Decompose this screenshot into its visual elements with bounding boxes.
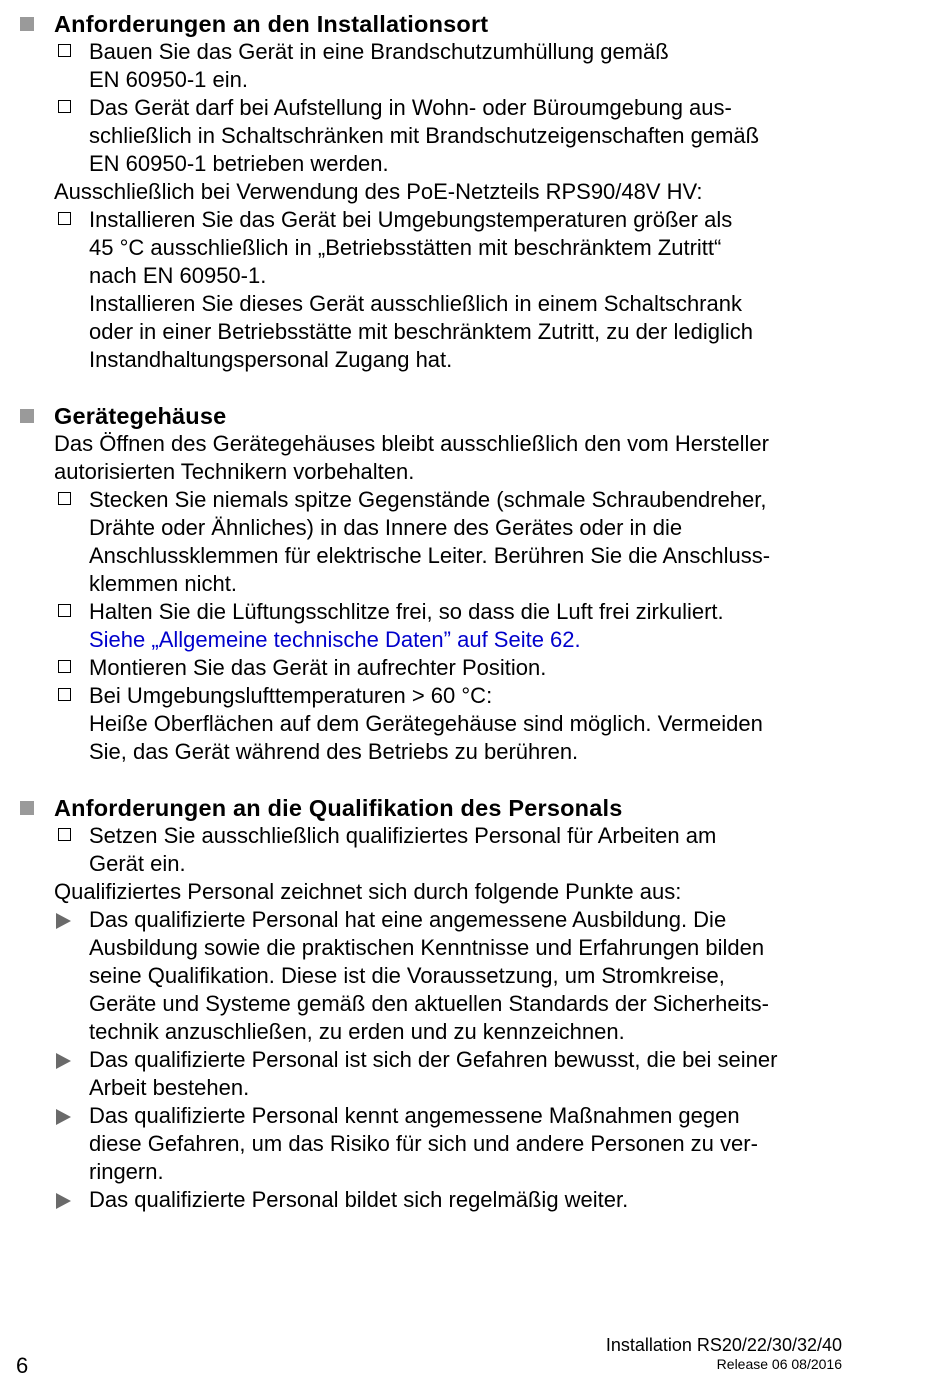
line-text: Siehe „Allgemeine technische Daten” auf Seite 62. bbox=[89, 627, 581, 652]
line-text: ringern. bbox=[89, 1159, 164, 1184]
line-text: klemmen nicht. bbox=[89, 571, 237, 596]
line-text: Installieren Sie das Gerät bei Umgebungstemperaturen größer als bbox=[89, 207, 733, 232]
section bbox=[18, 10, 898, 374]
line-text: Montieren Sie das Gerät in aufrechter Position. bbox=[89, 655, 547, 680]
continuation-line bbox=[18, 346, 898, 374]
continuation-line bbox=[18, 318, 898, 346]
line-text: technik anzuschließen, zu erden und zu kennzeichnen. bbox=[89, 1019, 625, 1044]
paragraph-line bbox=[18, 430, 898, 458]
square-bullet-icon bbox=[20, 409, 34, 423]
page-number: 6 bbox=[16, 1353, 29, 1378]
line-text: Das Öffnen des Gerätegehäuses bleibt ausschließlich den vom Hersteller bbox=[54, 431, 769, 456]
checkbox-icon bbox=[58, 828, 71, 841]
checklist-item bbox=[18, 206, 898, 234]
checklist-item bbox=[18, 94, 898, 122]
line-text: Drähte oder Ähnliches) in das Innere des Gerätes oder in die bbox=[89, 515, 683, 540]
checklist-item bbox=[18, 682, 898, 710]
section-heading-text: Gerätegehäuse bbox=[54, 403, 227, 429]
square-bullet-icon bbox=[20, 17, 34, 31]
checkbox-icon bbox=[58, 660, 71, 673]
bullet-item bbox=[18, 1102, 898, 1130]
paragraph-line bbox=[18, 878, 898, 906]
line-text: Sie, das Gerät während des Betriebs zu berühren. bbox=[89, 739, 579, 764]
continuation-line bbox=[18, 514, 898, 542]
line-text: Geräte und Systeme gemäß den aktuellen Standards der Sicherheits- bbox=[89, 991, 769, 1016]
continuation-line bbox=[18, 262, 898, 290]
continuation-line bbox=[18, 990, 898, 1018]
checkbox-icon bbox=[58, 688, 71, 701]
line-text: schließlich in Schaltschränken mit Brandschutzeigenschaften gemäß bbox=[89, 123, 760, 148]
line-text: Anschlussklemmen für elektrische Leiter. Berühren Sie die Anschluss- bbox=[89, 543, 771, 568]
continuation-line bbox=[18, 122, 898, 150]
line-text: 45 °C ausschließlich in „Betriebsstätten mit beschränktem Zutritt“ bbox=[89, 235, 722, 260]
line-text: Setzen Sie ausschließlich qualifiziertes Personal für Arbeiten am bbox=[89, 823, 717, 848]
line-text: oder in einer Betriebsstätte mit beschränktem Zutritt, zu der lediglich bbox=[89, 319, 753, 344]
continuation-line bbox=[18, 710, 898, 738]
footer bbox=[606, 1334, 842, 1372]
continuation-line bbox=[18, 1074, 898, 1102]
line-text: Heiße Oberflächen auf dem Gerätegehäuse sind möglich. Vermeiden bbox=[89, 711, 763, 736]
line-text: Das qualifizierte Personal hat eine angemessene Ausbildung. Die bbox=[89, 907, 727, 932]
continuation-line bbox=[18, 1018, 898, 1046]
line-text: Bei Umgebungslufttemperaturen > 60 °C: bbox=[89, 683, 493, 708]
line-text: Installieren Sie dieses Gerät ausschließlich in einem Schaltschrank bbox=[89, 291, 742, 316]
line-text: Arbeit bestehen. bbox=[89, 1075, 250, 1100]
section-heading-text: Anforderungen an den Installationsort bbox=[54, 11, 489, 37]
triangle-arrow-icon bbox=[56, 1193, 71, 1209]
checklist-item bbox=[18, 486, 898, 514]
checklist-item bbox=[18, 38, 898, 66]
line-text: nach EN 60950-1. bbox=[89, 263, 267, 288]
document-content bbox=[18, 10, 898, 1242]
line-text: Ausbildung sowie die praktischen Kenntnisse und Erfahrungen bilden bbox=[89, 935, 765, 960]
continuation-line bbox=[18, 66, 898, 94]
square-bullet-icon bbox=[20, 801, 34, 815]
continuation-line bbox=[18, 962, 898, 990]
line-text: Das qualifizierte Personal bildet sich regelmäßig weiter. bbox=[89, 1187, 629, 1212]
continuation-line bbox=[18, 1130, 898, 1158]
checkbox-icon bbox=[58, 212, 71, 225]
continuation-line bbox=[18, 150, 898, 178]
section-heading bbox=[18, 794, 898, 822]
section-heading-text: Anforderungen an die Qualifikation des Personals bbox=[54, 795, 623, 821]
line-text: Stecken Sie niemals spitze Gegenstände (schmale Schraubendreher, bbox=[89, 487, 767, 512]
checklist-item bbox=[18, 654, 898, 682]
continuation-line bbox=[18, 738, 898, 766]
continuation-line bbox=[18, 542, 898, 570]
line-text: Das Gerät darf bei Aufstellung in Wohn- oder Büroumgebung aus- bbox=[89, 95, 732, 120]
section bbox=[18, 794, 898, 1214]
footer-release: Release 06 08/2016 bbox=[716, 1356, 842, 1372]
paragraph-line bbox=[18, 178, 898, 206]
footer-title: Installation RS20/22/30/32/40 bbox=[605, 1335, 842, 1355]
bullet-item bbox=[18, 1046, 898, 1074]
cross-reference-link[interactable] bbox=[18, 626, 898, 654]
triangle-arrow-icon bbox=[56, 913, 71, 929]
line-text: EN 60950-1 ein. bbox=[89, 67, 248, 92]
section bbox=[18, 402, 898, 766]
continuation-line bbox=[18, 850, 898, 878]
bullet-item bbox=[18, 1186, 898, 1214]
checkbox-icon bbox=[58, 604, 71, 617]
line-text: seine Qualifikation. Diese ist die Voraussetzung, um Stromkreise, bbox=[89, 963, 725, 988]
bullet-item bbox=[18, 906, 898, 934]
line-text: Bauen Sie das Gerät in eine Brandschutzumhüllung gemäß bbox=[89, 39, 669, 64]
continuation-line bbox=[18, 234, 898, 262]
line-text: Das qualifizierte Personal kennt angemessene Maßnahmen gegen bbox=[89, 1103, 740, 1128]
checklist-item bbox=[18, 598, 898, 626]
line-text: diese Gefahren, um das Risiko für sich und andere Personen zu ver- bbox=[89, 1131, 758, 1156]
continuation-line bbox=[18, 570, 898, 598]
line-text: Ausschließlich bei Verwendung des PoE-Netzteils RPS90/48V HV: bbox=[54, 179, 703, 204]
line-text: EN 60950-1 betrieben werden. bbox=[89, 151, 389, 176]
continuation-line bbox=[18, 290, 898, 318]
triangle-arrow-icon bbox=[56, 1053, 71, 1069]
checklist-item bbox=[18, 822, 898, 850]
line-text: Qualifiziertes Personal zeichnet sich durch folgende Punkte aus: bbox=[54, 879, 682, 904]
line-text: Halten Sie die Lüftungsschlitze frei, so dass die Luft frei zirkuliert. bbox=[89, 599, 724, 624]
checkbox-icon bbox=[58, 44, 71, 57]
triangle-arrow-icon bbox=[56, 1109, 71, 1125]
paragraph-line bbox=[18, 458, 898, 486]
continuation-line bbox=[18, 934, 898, 962]
checkbox-icon bbox=[58, 100, 71, 113]
continuation-line bbox=[18, 1158, 898, 1186]
line-text: autorisierten Technikern vorbehalten. bbox=[54, 459, 415, 484]
line-text: Das qualifizierte Personal ist sich der Gefahren bewusst, die bei seiner bbox=[89, 1047, 778, 1072]
section-heading bbox=[18, 10, 898, 38]
line-text: Gerät ein. bbox=[89, 851, 186, 876]
line-text: Instandhaltungspersonal Zugang hat. bbox=[89, 347, 453, 372]
section-heading bbox=[18, 402, 898, 430]
checkbox-icon bbox=[58, 492, 71, 505]
